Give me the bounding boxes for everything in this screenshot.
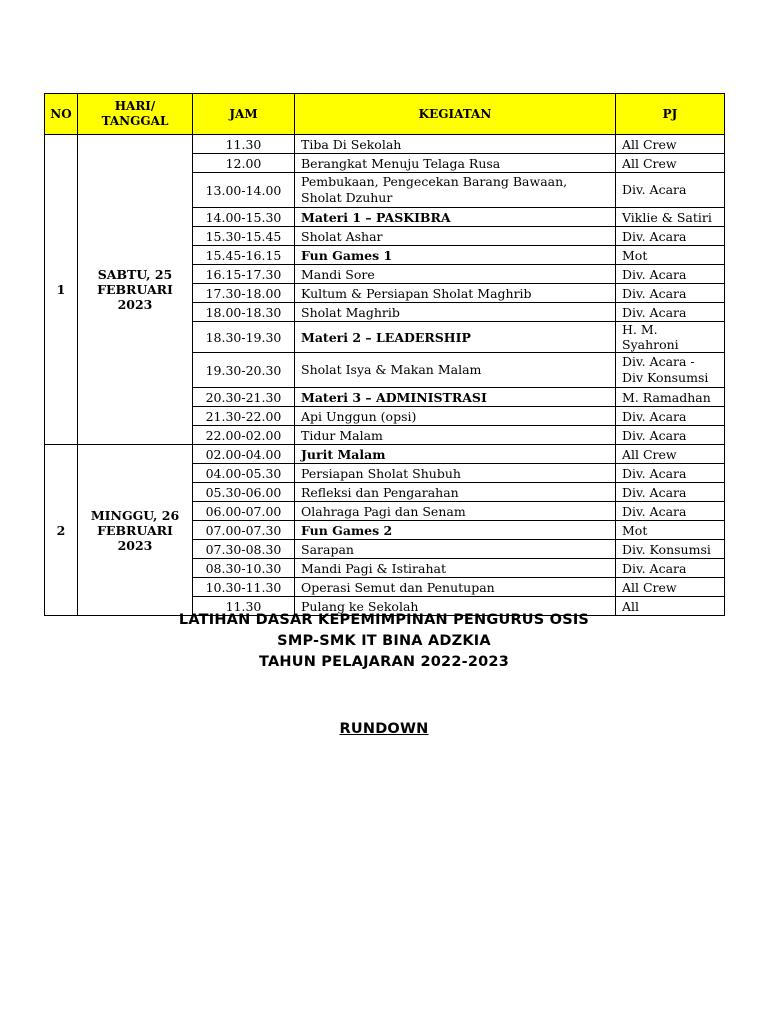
pj-cell: Div. Acara [616, 227, 725, 246]
pj-cell: Mot [616, 246, 725, 265]
day-date: SABTU, 25 FEBRUARI 2023 [78, 135, 193, 445]
time-cell: 08.30-10.30 [193, 559, 295, 578]
time-cell: 19.30-20.30 [193, 353, 295, 388]
activity-cell: Jurit Malam [295, 445, 616, 464]
time-cell: 02.00-04.00 [193, 445, 295, 464]
day-number: 2 [45, 445, 78, 616]
time-cell: 05.30-06.00 [193, 483, 295, 502]
time-cell: 15.30-15.45 [193, 227, 295, 246]
table-row [45, 135, 725, 154]
pj-cell: All Crew [616, 135, 725, 154]
activity-cell: Materi 3 – ADMINISTRASI [295, 388, 616, 407]
time-cell: 11.30 [193, 597, 295, 616]
activity-cell: Fun Games 1 [295, 246, 616, 265]
pj-cell: All [616, 597, 725, 616]
time-cell: 21.30-22.00 [193, 407, 295, 426]
activity-cell: Kultum & Persiapan Sholat Maghrib [295, 284, 616, 303]
activity-cell: Tidur Malam [295, 426, 616, 445]
pj-cell: All Crew [616, 154, 725, 173]
rundown-table [44, 93, 725, 616]
pj-cell: Div. Acara [616, 407, 725, 426]
header-jam: JAM [193, 94, 295, 135]
pj-cell: Div. Acara [616, 502, 725, 521]
pj-cell: Div. Acara [616, 464, 725, 483]
time-cell: 18.30-19.30 [193, 322, 295, 353]
pj-cell: All Crew [616, 445, 725, 464]
day-number: 1 [45, 135, 78, 445]
activity-cell: Pembukaan, Pengecekan Barang Bawaan, Sholat Dzuhur [295, 173, 616, 208]
activity-cell: Operasi Semut dan Penutupan [295, 578, 616, 597]
activity-cell: Api Unggun (opsi) [295, 407, 616, 426]
time-cell: 10.30-11.30 [193, 578, 295, 597]
pj-cell: Div. Acara [616, 559, 725, 578]
time-cell: 07.00-07.30 [193, 521, 295, 540]
activity-cell: Sholat Maghrib [295, 303, 616, 322]
activity-cell: Sarapan [295, 540, 616, 559]
pj-cell: Div. Acara [616, 265, 725, 284]
activity-cell: Sholat Isya & Makan Malam [295, 353, 616, 388]
activity-cell: Refleksi dan Pengarahan [295, 483, 616, 502]
header-kegiatan: KEGIATAN [295, 94, 616, 135]
day-date: MINGGU, 26 FEBRUARI 2023 [78, 445, 193, 616]
activity-cell: Mandi Pagi & Istirahat [295, 559, 616, 578]
header-pj: PJ [616, 94, 725, 135]
pj-cell: M. Ramadhan [616, 388, 725, 407]
time-cell: 16.15-17.30 [193, 265, 295, 284]
document-title-line-1: LATIHAN DASAR KEPEMIMPINAN PENGURUS OSIS [178, 612, 590, 628]
time-cell: 20.30-21.30 [193, 388, 295, 407]
pj-cell: Div. Acara [616, 303, 725, 322]
time-cell: 07.30-08.30 [193, 540, 295, 559]
time-cell: 11.30 [193, 135, 295, 154]
time-cell: 04.00-05.30 [193, 464, 295, 483]
time-cell: 17.30-18.00 [193, 284, 295, 303]
activity-cell: Olahraga Pagi dan Senam [295, 502, 616, 521]
time-cell: 06.00-07.00 [193, 502, 295, 521]
time-cell: 18.00-18.30 [193, 303, 295, 322]
pj-cell: Div. Acara [616, 426, 725, 445]
document-title-line-3: TAHUN PELAJARAN 2022-2023 [259, 654, 509, 670]
pj-cell: Div. Acara [616, 284, 725, 303]
table-row [45, 445, 725, 464]
activity-cell: Materi 2 – LEADERSHIP [295, 322, 616, 353]
activity-cell: Materi 1 – PASKIBRA [295, 208, 616, 227]
time-cell: 13.00-14.00 [193, 173, 295, 208]
header-no: NO [45, 94, 78, 135]
time-cell: 22.00-02.00 [193, 426, 295, 445]
header-hari-tanggal: HARI/ TANGGAL [78, 94, 193, 135]
time-cell: 15.45-16.15 [193, 246, 295, 265]
activity-cell: Mandi Sore [295, 265, 616, 284]
activity-cell: Persiapan Sholat Shubuh [295, 464, 616, 483]
rundown-heading: RUNDOWN [339, 721, 429, 737]
pj-cell: All Crew [616, 578, 725, 597]
pj-cell: Div. Acara [616, 173, 725, 208]
pj-cell: Div. Konsumsi [616, 540, 725, 559]
activity-cell: Berangkat Menuju Telaga Rusa [295, 154, 616, 173]
pj-cell: H. M. Syahroni [616, 322, 725, 353]
time-cell: 14.00-15.30 [193, 208, 295, 227]
pj-cell: Viklie & Satiri [616, 208, 725, 227]
pj-cell: Div. Acara - Div Konsumsi [616, 353, 725, 388]
activity-cell: Tiba Di Sekolah [295, 135, 616, 154]
pj-cell: Mot [616, 521, 725, 540]
activity-cell: Sholat Ashar [295, 227, 616, 246]
activity-cell: Fun Games 2 [295, 521, 616, 540]
table-header-row [45, 94, 725, 135]
activity-cell: Pulang ke Sekolah [295, 597, 616, 616]
document-title-line-2: SMP-SMK IT BINA ADZKIA [277, 633, 491, 649]
pj-cell: Div. Acara [616, 483, 725, 502]
time-cell: 12.00 [193, 154, 295, 173]
